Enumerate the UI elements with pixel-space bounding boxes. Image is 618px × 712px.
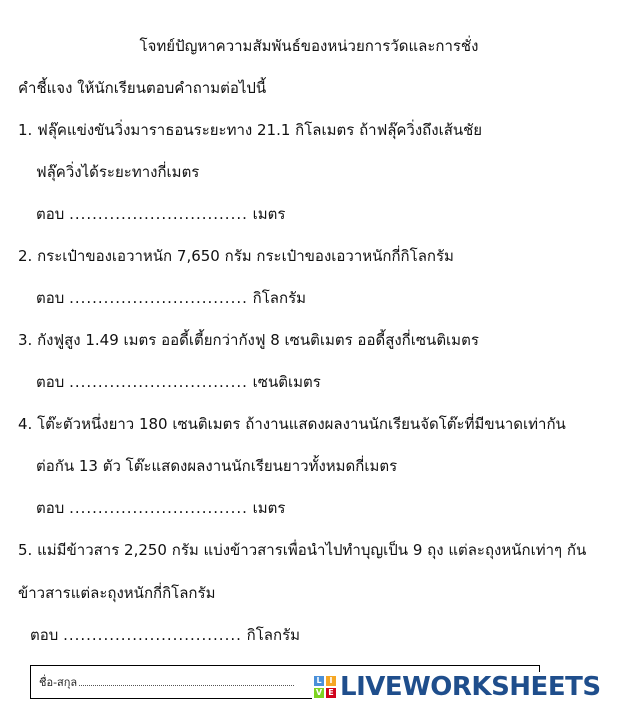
question-1-line-1: 1. ฟลุ๊คแข่งขันวิ่งมาราธอนระยะทาง 21.1 กิโลเมตร ถ้าฟลุ๊ควิ่งถึงเส้นชัย: [18, 121, 483, 139]
logo-mark-e: E: [326, 688, 336, 698]
name-label: ชื่อ-สกุล: [39, 676, 78, 689]
answer-1-row: [36, 204, 285, 224]
question-1-line-2: ฟลุ๊ควิ่งได้ระยะทางกี่เมตร: [36, 163, 200, 181]
answer-4-row: [36, 498, 285, 518]
logo-mark-v: V: [315, 688, 323, 697]
answer-1-blank[interactable]: ...............................: [69, 205, 248, 223]
liveworksheets-logo-mark: [314, 676, 336, 698]
answer-2-unit: กิโลกรัม: [252, 289, 307, 307]
name-field[interactable]: [79, 675, 294, 686]
answer-5-prefix: ตอบ: [30, 626, 59, 644]
answer-3-row: [36, 372, 321, 392]
liveworksheets-logo-text: LIVEWORKSHEETS: [340, 672, 601, 702]
question-2-line-1: 2. กระเป๋าของเอวาหนัก 7,650 กรัม กระเป๋าของเอวาหนักกี่กิโลกรัม: [18, 247, 454, 265]
worksheet-title: โจทย์ปัญหาความสัมพันธ์ของหน่วยการวัดและการชั่ง: [139, 37, 479, 55]
answer-5-blank[interactable]: ...............................: [63, 626, 242, 644]
answer-4-prefix: ตอบ: [36, 499, 65, 517]
question-4-line-2: ต่อกัน 13 ตัว โต๊ะแสดงผลงานนักเรียนยาวทั้งหมดกี่เมตร: [36, 457, 398, 475]
logo-mark-l: L: [314, 676, 324, 686]
answer-2-prefix: ตอบ: [36, 289, 65, 307]
answer-4-blank[interactable]: ...............................: [69, 499, 248, 517]
answer-1-unit: เมตร: [252, 205, 286, 223]
answer-1-prefix: ตอบ: [36, 205, 65, 223]
answer-5-row: [30, 625, 300, 645]
answer-3-blank[interactable]: ...............................: [69, 373, 248, 391]
logo-mark-i: I: [326, 676, 336, 686]
answer-4-unit: เมตร: [252, 499, 286, 517]
answer-3-unit: เซนติเมตร: [252, 373, 321, 391]
answer-5-unit: กิโลกรัม: [246, 626, 301, 644]
answer-2-blank[interactable]: ...............................: [69, 289, 248, 307]
instruction-text: คำชี้แจง ให้นักเรียนตอบคำถามต่อไปนี้: [18, 79, 267, 97]
answer-2-row: [36, 288, 306, 308]
answer-3-prefix: ตอบ: [36, 373, 65, 391]
question-5-line-1: 5. แม่มีข้าวสาร 2,250 กรัม แบ่งข้าวสารเพื่อนำไปทำบุญเป็น 9 ถุง แต่ละถุงหนักเท่าๆ กัน: [18, 541, 587, 559]
question-5-line-2: ข้าวสารแต่ละถุงหนักกี่กิโลกรัม: [18, 584, 216, 602]
question-3-line-1: 3. กังฟูสูง 1.49 เมตร ออดี้เตี้ยกว่ากังฟู 8 เซนติเมตร ออดี้สูงกี่เซนติเมตร: [18, 331, 479, 349]
question-4-line-1: 4. โต๊ะตัวหนึ่งยาว 180 เซนติเมตร ถ้างานแสดงผลงานนักเรียนจัดโต๊ะที่มีขนาดเท่ากัน: [18, 415, 566, 433]
liveworksheets-logo: [312, 672, 601, 702]
